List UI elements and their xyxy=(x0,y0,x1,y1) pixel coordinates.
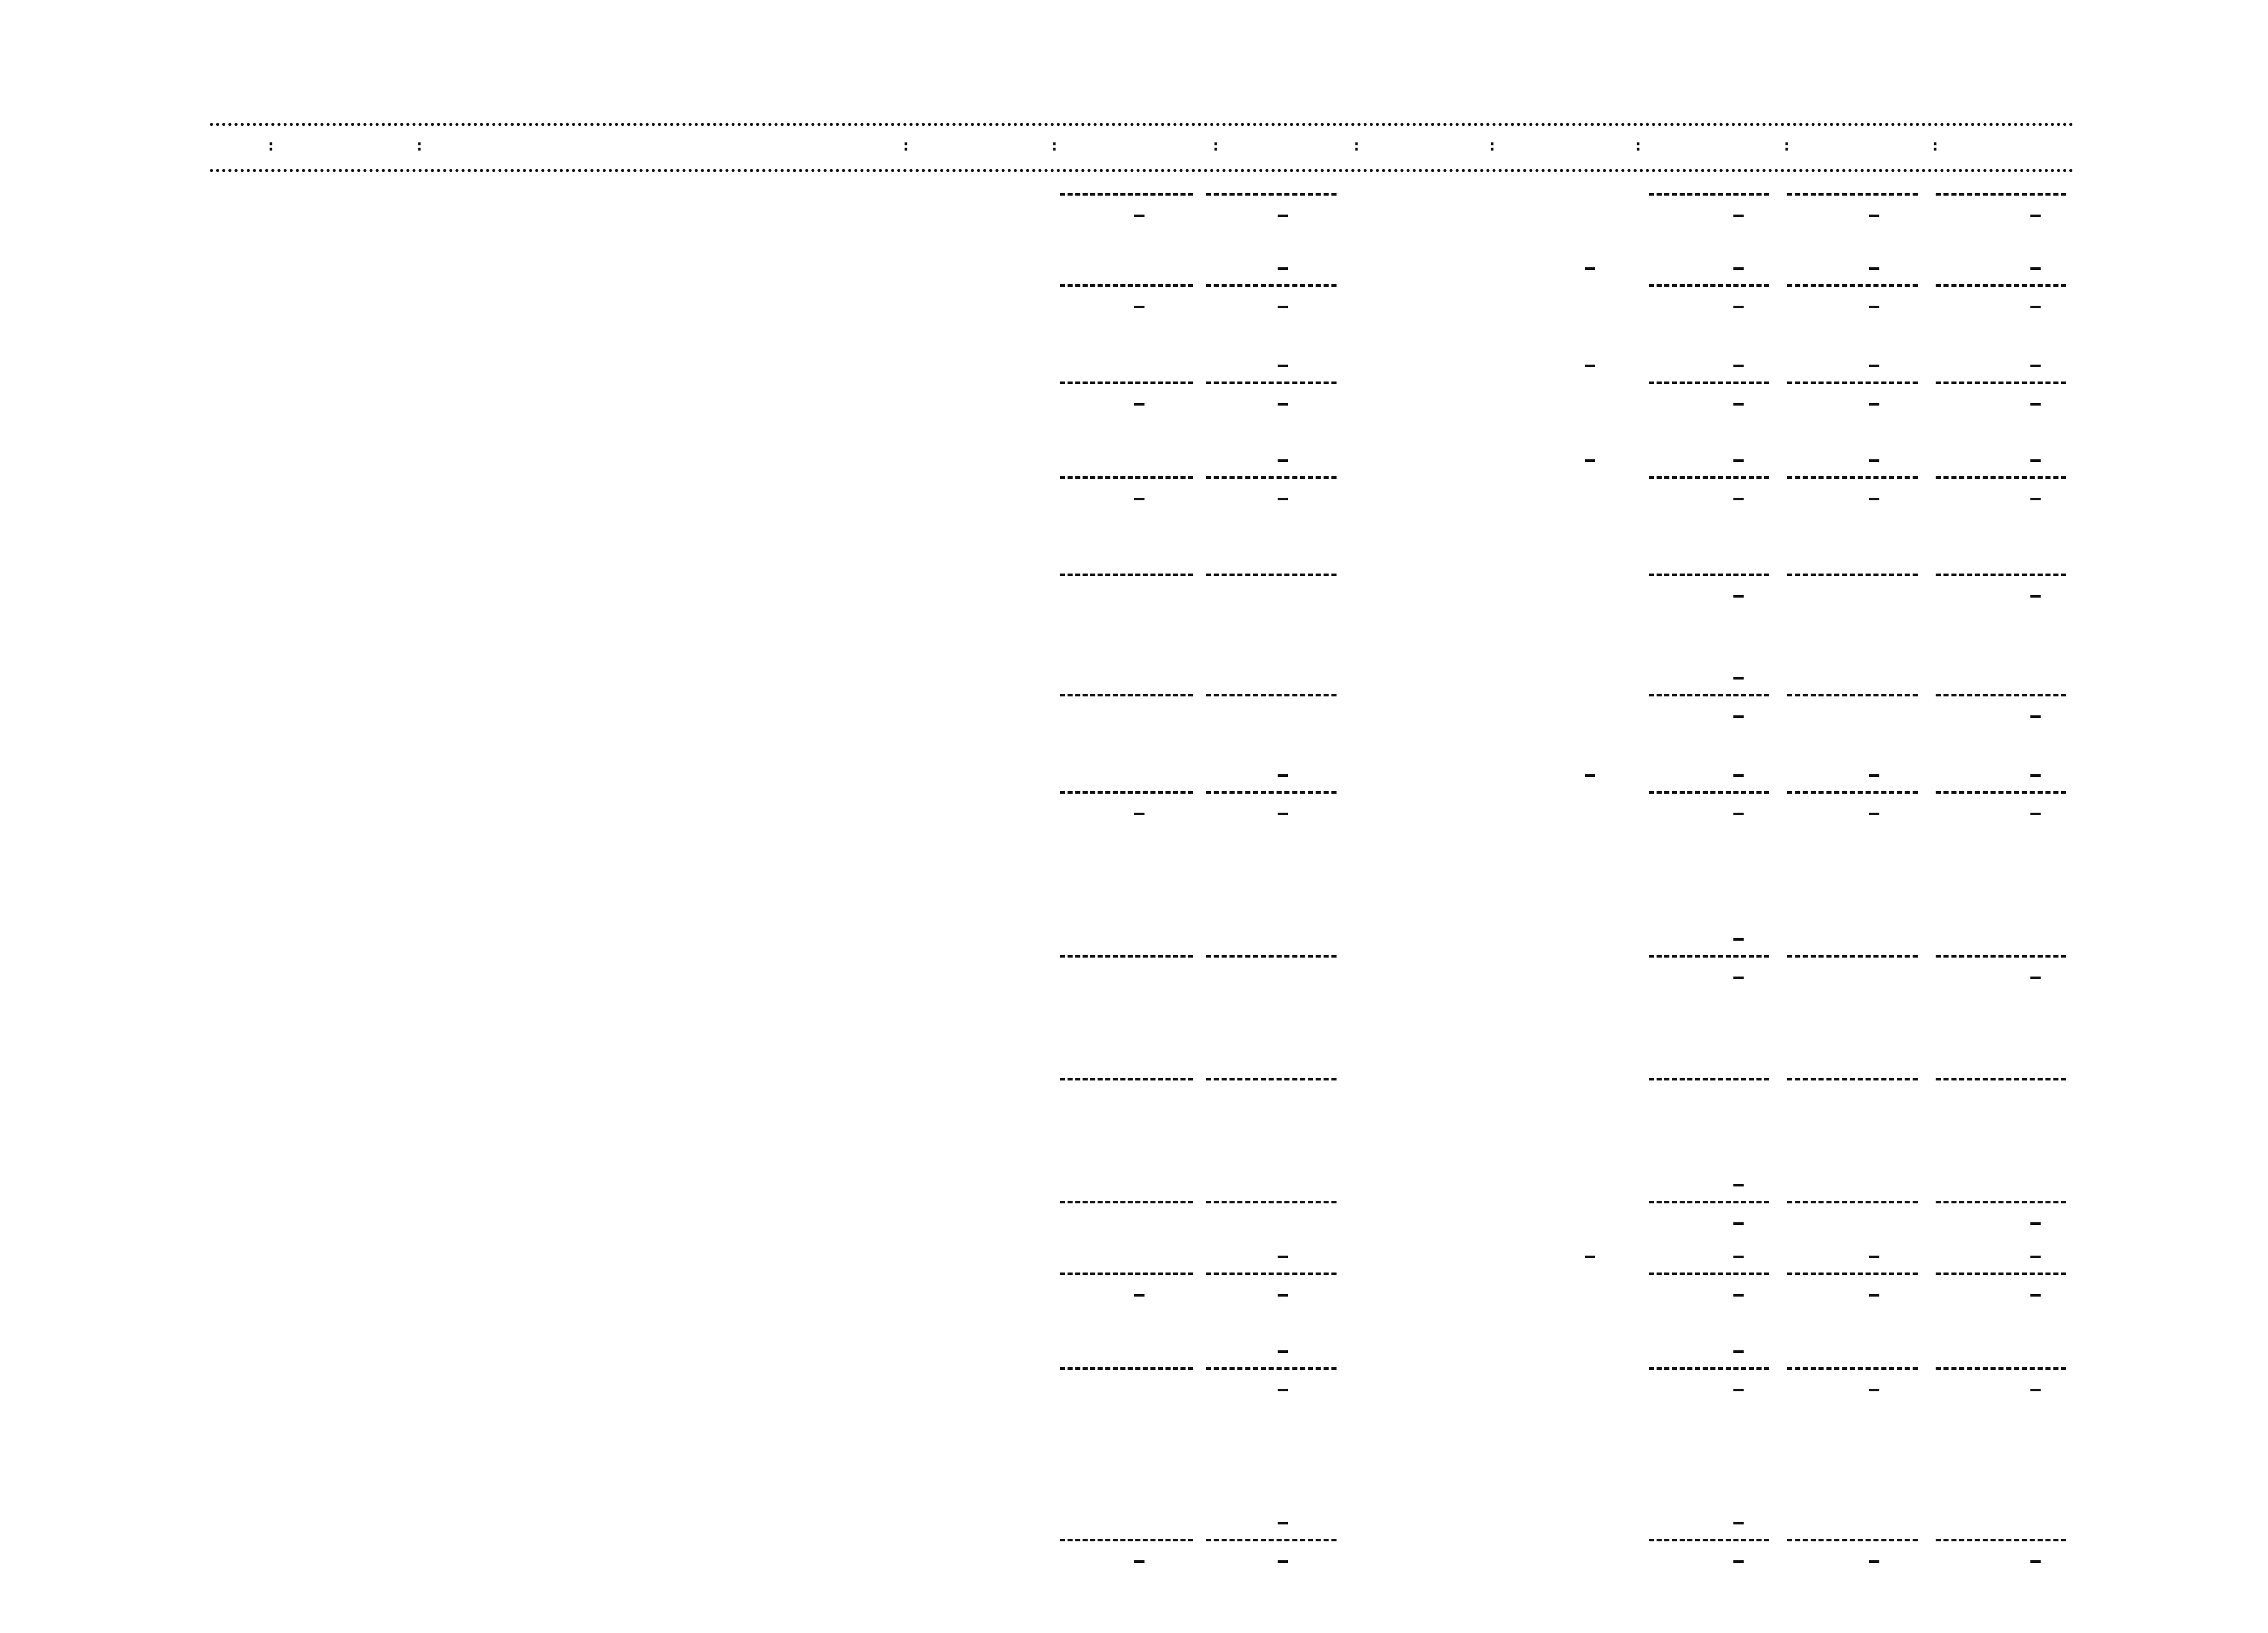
subtotal-rule xyxy=(1787,1539,1918,1541)
dash-cell xyxy=(1733,1294,1744,1297)
subtotal-rule xyxy=(1649,476,1769,479)
dash-cell xyxy=(1733,1522,1744,1524)
dash-cell xyxy=(1869,498,1879,500)
dash-cell xyxy=(1278,1350,1288,1353)
subtotal-rule xyxy=(1206,1078,1337,1080)
dash-cell xyxy=(2030,977,2041,979)
subtotal-rule xyxy=(1060,1078,1193,1080)
subtotal-rule xyxy=(1787,381,1918,384)
dash-cell xyxy=(1278,1294,1288,1297)
subtotal-rule xyxy=(1649,1367,1769,1370)
dash-cell xyxy=(1733,1350,1744,1353)
dash-cell xyxy=(2030,459,2041,462)
dash-cell xyxy=(1733,715,1744,718)
dash-cell xyxy=(1869,365,1879,367)
subtotal-rule xyxy=(1649,1273,1769,1275)
column-separator: : xyxy=(415,137,425,155)
dash-cell xyxy=(1278,1560,1288,1563)
dash-cell xyxy=(1134,1560,1144,1563)
subtotal-rule xyxy=(1649,1539,1769,1541)
subtotal-rule xyxy=(1936,694,2066,696)
subtotal-rule xyxy=(1649,193,1769,196)
dash-cell xyxy=(1733,403,1744,406)
dash-cell xyxy=(1278,813,1288,815)
dash-cell xyxy=(2030,267,2041,270)
subtotal-rule xyxy=(1649,955,1769,958)
dash-cell xyxy=(1733,267,1744,270)
subtotal-rule xyxy=(1787,1273,1918,1275)
dash-cell xyxy=(1278,498,1288,500)
dash-cell xyxy=(1733,498,1744,500)
subtotal-rule xyxy=(1206,574,1337,576)
dash-cell xyxy=(2030,774,2041,777)
column-separator: : xyxy=(1931,137,1940,155)
subtotal-rule xyxy=(1787,193,1918,196)
dash-cell xyxy=(1733,365,1744,367)
dash-cell xyxy=(1869,459,1879,462)
dash-cell xyxy=(2030,715,2041,718)
dash-cell xyxy=(2030,595,2041,598)
dash-cell xyxy=(1733,977,1744,979)
dash-cell xyxy=(1869,215,1879,217)
header-rule xyxy=(210,169,2074,172)
subtotal-rule xyxy=(1936,381,2066,384)
subtotal-rule xyxy=(1060,193,1193,196)
subtotal-rule xyxy=(1060,476,1193,479)
subtotal-rule xyxy=(1787,694,1918,696)
dash-cell xyxy=(1733,595,1744,598)
subtotal-rule xyxy=(1787,1201,1918,1203)
dash-cell xyxy=(1869,1389,1879,1391)
subtotal-rule xyxy=(1206,1367,1337,1370)
dash-cell xyxy=(1278,1389,1288,1391)
subtotal-rule xyxy=(1206,193,1337,196)
column-separator: : xyxy=(1352,137,1362,155)
dash-cell xyxy=(1869,1560,1879,1563)
dash-cell xyxy=(1733,1560,1744,1563)
dash-cell xyxy=(2030,1560,2041,1563)
subtotal-rule xyxy=(1936,955,2066,958)
dash-cell xyxy=(1585,365,1595,367)
column-separator: : xyxy=(1211,137,1221,155)
subtotal-rule xyxy=(1649,381,1769,384)
dash-cell xyxy=(1733,1389,1744,1391)
dash-cell xyxy=(1134,215,1144,217)
dash-cell xyxy=(1278,1522,1288,1524)
dash-cell xyxy=(1585,1256,1595,1258)
dash-cell xyxy=(1134,1294,1144,1297)
dash-cell xyxy=(1733,813,1744,815)
dash-cell xyxy=(2030,1389,2041,1391)
dash-cell xyxy=(1733,215,1744,217)
dash-cell xyxy=(1278,215,1288,217)
column-separator: : xyxy=(1050,137,1059,155)
subtotal-rule xyxy=(1206,476,1337,479)
dash-cell xyxy=(1134,813,1144,815)
column-separator: : xyxy=(1634,137,1643,155)
subtotal-rule xyxy=(1649,1078,1769,1080)
subtotal-rule xyxy=(1787,284,1918,287)
dash-cell xyxy=(1869,267,1879,270)
subtotal-rule xyxy=(1649,284,1769,287)
column-separator: : xyxy=(901,137,911,155)
dash-cell xyxy=(1278,306,1288,308)
column-separator: : xyxy=(1782,137,1792,155)
subtotal-rule xyxy=(1060,284,1193,287)
dash-cell xyxy=(1869,1294,1879,1297)
dash-cell xyxy=(1733,677,1744,680)
subtotal-rule xyxy=(1787,476,1918,479)
dash-cell xyxy=(1733,306,1744,308)
subtotal-rule xyxy=(1787,955,1918,958)
dash-cell xyxy=(2030,498,2041,500)
dash-cell xyxy=(2030,1256,2041,1258)
subtotal-rule xyxy=(1060,574,1193,576)
dash-cell xyxy=(1733,1222,1744,1225)
subtotal-rule xyxy=(1060,694,1193,696)
subtotal-rule xyxy=(1936,574,2066,576)
subtotal-rule xyxy=(1206,1201,1337,1203)
dash-cell xyxy=(1134,403,1144,406)
subtotal-rule xyxy=(1649,791,1769,794)
subtotal-rule xyxy=(1787,791,1918,794)
subtotal-rule xyxy=(1936,1367,2066,1370)
subtotal-rule xyxy=(1787,574,1918,576)
dash-cell xyxy=(1278,267,1288,270)
subtotal-rule xyxy=(1936,1273,2066,1275)
top-rule xyxy=(210,123,2074,126)
subtotal-rule xyxy=(1060,1539,1193,1541)
dash-cell xyxy=(1869,306,1879,308)
dash-cell xyxy=(1869,1256,1879,1258)
dash-cell xyxy=(1278,774,1288,777)
dash-cell xyxy=(1869,774,1879,777)
dash-cell xyxy=(1278,365,1288,367)
dash-cell xyxy=(1585,267,1595,270)
subtotal-rule xyxy=(1206,791,1337,794)
dash-cell xyxy=(1585,459,1595,462)
subtotal-rule xyxy=(1206,1539,1337,1541)
subtotal-rule xyxy=(1649,694,1769,696)
subtotal-rule xyxy=(1787,1367,1918,1370)
subtotal-rule xyxy=(1206,1273,1337,1275)
subtotal-rule xyxy=(1060,1367,1193,1370)
dash-cell xyxy=(1134,498,1144,500)
subtotal-rule xyxy=(1060,381,1193,384)
dash-cell xyxy=(1278,1256,1288,1258)
dash-cell xyxy=(2030,365,2041,367)
dash-cell xyxy=(1733,1184,1744,1186)
column-separator: : xyxy=(266,137,276,155)
subtotal-rule xyxy=(1649,574,1769,576)
subtotal-rule xyxy=(1936,1201,2066,1203)
subtotal-rule xyxy=(1206,284,1337,287)
subtotal-rule xyxy=(1060,1273,1193,1275)
dash-cell xyxy=(1733,459,1744,462)
dash-cell xyxy=(1134,306,1144,308)
subtotal-rule xyxy=(1787,1078,1918,1080)
subtotal-rule xyxy=(1060,791,1193,794)
column-separator: : xyxy=(1488,137,1497,155)
dash-cell xyxy=(1585,774,1595,777)
subtotal-rule xyxy=(1936,791,2066,794)
subtotal-rule xyxy=(1206,381,1337,384)
dash-cell xyxy=(2030,1294,2041,1297)
dash-cell xyxy=(2030,813,2041,815)
dash-cell xyxy=(2030,403,2041,406)
subtotal-rule xyxy=(1936,284,2066,287)
subtotal-rule xyxy=(1206,955,1337,958)
dash-cell xyxy=(1278,459,1288,462)
subtotal-rule xyxy=(1649,1201,1769,1203)
subtotal-rule xyxy=(1936,193,2066,196)
dash-cell xyxy=(1869,813,1879,815)
subtotal-rule xyxy=(1936,1078,2066,1080)
subtotal-rule xyxy=(1060,955,1193,958)
dash-cell xyxy=(1869,403,1879,406)
subtotal-rule xyxy=(1936,476,2066,479)
dash-cell xyxy=(2030,306,2041,308)
dash-cell xyxy=(2030,215,2041,217)
dash-cell xyxy=(1733,774,1744,777)
dash-cell xyxy=(1733,938,1744,941)
dash-cell xyxy=(1278,403,1288,406)
dash-cell xyxy=(1733,1256,1744,1258)
subtotal-rule xyxy=(1060,1201,1193,1203)
subtotal-rule xyxy=(1206,694,1337,696)
dash-cell xyxy=(2030,1222,2041,1225)
subtotal-rule xyxy=(1936,1539,2066,1541)
